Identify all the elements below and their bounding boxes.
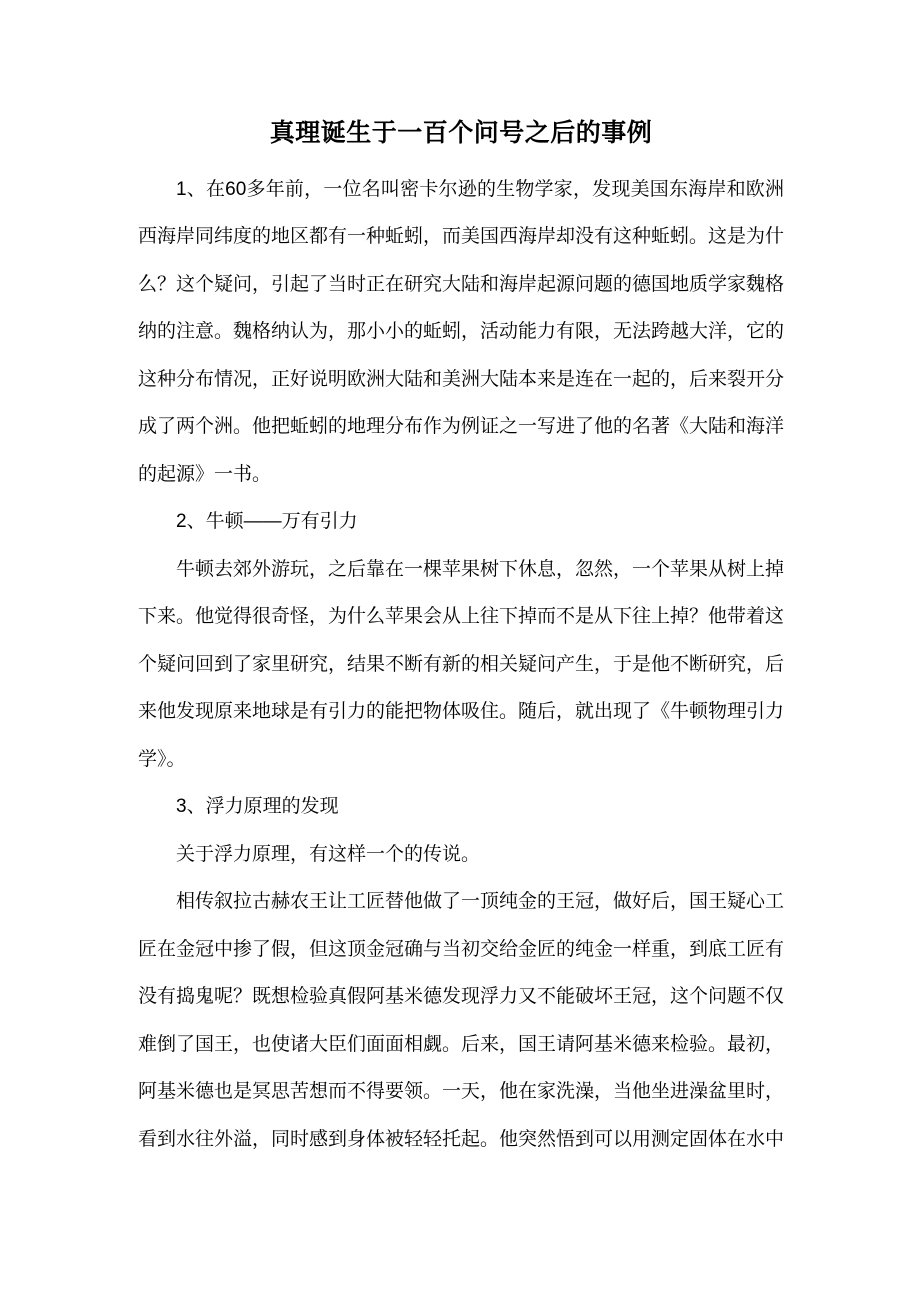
document-title: 真理诞生于一百个问号之后的事例: [269, 119, 653, 147]
paragraph: 3、浮力原理的发现: [176, 796, 339, 817]
paragraph: 1、在60多年前，一位名叫密卡尔逊的生物学家，发现美国东海岸和欧洲西海岸同纬度的地区都有一种蚯蚓，而美国西海岸却没有这种蚯蚓。这是为什么？这个疑问，引起了当时正在研究大陆和海岸起源问题的德国地质学家魏格纳的注意。魏格纳认为，那小小的蚯蚓，活动能力有限，无法跨越大洋，它的这种分布情况，正好说明欧洲大陆和美洲大陆本来是连在一起的，后来裂开分成了两个洲。他把蚯蚓的地理分布作为例证之一写进了他的名著《大陆和海洋的起源》一书。: [138, 178, 785, 485]
document-body: [138, 166, 784, 1164]
paragraph: 2、牛顿——万有引力: [176, 511, 358, 532]
paragraph: 关于浮力原理，有这样一个的传说。: [176, 843, 481, 865]
paragraph: 相传叙拉古赫农王让工匠替他做了一顶纯金的王冠，做好后，国王疑心工匠在金冠中掺了假，但这顶金冠确与当初交给金匠的纯金一样重，到底工匠有没有捣鬼呢？既想检验真假阿基米德发现浮力又不能破坏王冠，这个问题不仅难倒了国王，也使诸大臣们面面相觑。后来，国王请阿基米德来检验。最初，阿基米德也是冥思苦想而不得要领。一天，他在家洗澡，当他坐进澡盆里时，看到水往外溢，同时感到身体被轻轻托起。他突然悟到可以用测定固体在水中: [138, 891, 785, 1150]
paragraph: 牛顿去郊外游玩，之后靠在一棵苹果树下休息，忽然，一个苹果从树上掉下来。他觉得很奇怪，为什么苹果会从上往下掉而不是从下往上掉？他带着这个疑问回到了家里研究，结果不断有新的相关疑问产生，于是他不断研究，后来他发现原来地球是有引力的能把物体吸住。随后，就出现了《牛顿物理引力学》。: [138, 558, 785, 770]
